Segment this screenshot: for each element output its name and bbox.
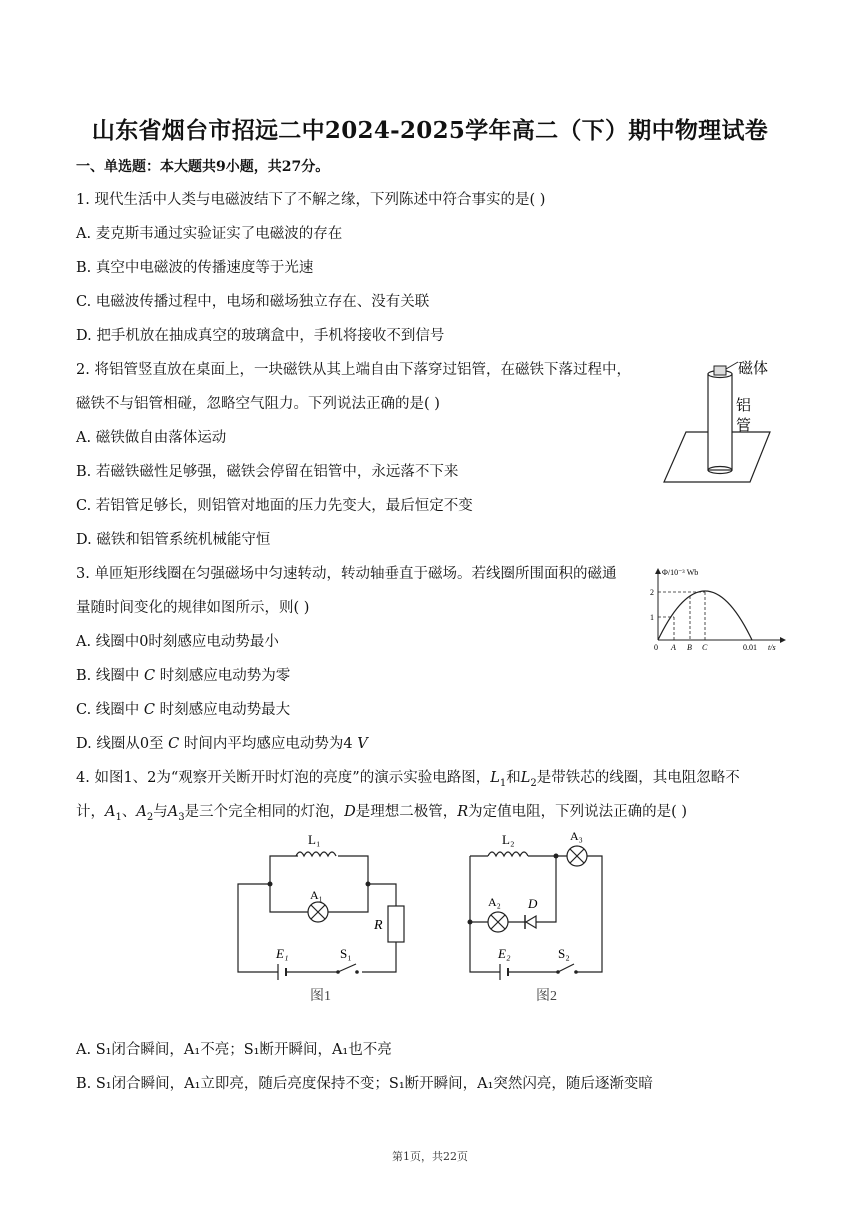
q2-option-d: D. 磁铁和铝管系统机械能守恒 [76,532,271,548]
q1-option-c: C. 电磁波传播过程中，电场和磁场独立存在、没有关联 [76,294,430,310]
q4-stem-line2: 计，$A_1$、$A_2$与$A_3$是三个完全相同的灯泡，D是理想二极管，R为定值电阻，下列说法正确的是( ) [76,804,688,823]
q3-graph-origin: 0 [654,643,658,652]
q4-fig2-label-D: D [528,896,538,911]
q3-graph-ylabel: Φ/10⁻³ Wb [662,568,699,577]
q4-fig2-label-A2: A₂ [488,895,501,909]
q1-option-b: B. 真空中电磁波的传播速度等于光速 [76,260,314,276]
q3-graph-tick-a: A [671,643,676,652]
q4-fig1-label-L: L₁ [308,832,321,847]
q2-aluminum-tube [708,374,732,470]
q3-option-a: A. 线圈中0时刻感应电动势最小 [76,634,279,650]
q1-option-d: D. 把手机放在抽成真空的玻璃盒中，手机将接收不到信号 [76,328,445,344]
q4-fig2-diode [526,916,536,928]
q3-graph-tick-b: B [687,643,692,652]
q4-fig2-label-S: S₂ [558,946,570,961]
section-heading: 一、单选题：本大题共9小题，共27分。 [76,159,330,175]
q2-label-tube-1: 铝 [736,398,752,414]
q3-graph-tick-end: 0.01 [743,643,757,652]
q3-option-d: D. 线圈从0至 C 时间内平均感应电动势为4 V [76,736,368,752]
q4-circuit-figure-1 [228,826,418,1010]
q1-option-a: A. 麦克斯韦通过实验证实了电磁波的存在 [76,226,343,242]
q3-stem-line1: 3. 单匝矩形线圈在匀强磁场中匀速转动，转动轴垂直于磁场。若线圈所围面积的磁通 [76,566,617,582]
q4-fig1-label-A: A₁ [310,888,323,902]
q3-flux-graph [648,562,786,652]
q4-option-a: A. S₁闭合瞬间，A₁不亮；S₁断开瞬间，A₁也不亮 [76,1042,392,1058]
q4-fig1-label-R: R [374,918,383,933]
q4-fig2-label-L: L₂ [502,832,515,847]
q1-stem: 1. 现代生活中人类与电磁波结下了不解之缘，下列陈述中符合事实的是( ) [76,192,546,208]
q3-option-c: C. 线圈中 C 时刻感应电动势最大 [76,702,291,718]
q2-label-tube-2: 管 [736,418,752,434]
q4-fig2-label-A3: A₃ [570,829,583,843]
q2-option-c: C. 若铝管足够长，则铝管对地面的压力先变大，最后恒定不变 [76,498,473,514]
q2-option-a: A. 磁铁做自由落体运动 [76,430,227,446]
q3-stem-line2: 量随时间变化的规律如图所示，则( ) [76,600,310,616]
q4-stem-line1: 4. 如图1、2为“观察开关断开时灯泡的亮度”的演示实验电路图，$L_1$和$L_2$是带铁芯的线圈，其电阻忽略不 [76,770,740,789]
q3-graph-tick-2: 2 [650,588,654,597]
q4-fig1-label-E: E₁ [276,946,289,961]
q4-fig1-caption: 图1 [310,989,331,1004]
q2-figure-magnet-tube [658,352,782,488]
q4-circuit-figure-2 [460,826,640,1010]
q3-graph-xlabel: t/s [768,643,776,652]
q2-label-magnet: 磁体 [738,361,769,377]
q4-fig2-caption: 图2 [536,989,557,1004]
q2-option-b: B. 若磁铁磁性足够强，磁铁会停留在铝管中，永远落不下来 [76,464,459,480]
q2-stem-line1: 2. 将铝管竖直放在桌面上，一块磁铁从其上端自由下落穿过铝管，在磁铁下落过程中， [76,362,631,378]
q4-option-b: B. S₁闭合瞬间，A₁立即亮，随后亮度保持不变；S₁断开瞬间，A₁突然闪亮，随后逐渐变暗 [76,1076,653,1092]
q2-magnet [714,366,726,375]
q3-graph-tick-c: C [702,643,708,652]
q4-fig1-label-S: S₁ [340,946,352,961]
page-title: 山东省烟台市招远二中2024-2025学年高二（下）期中物理试卷 [91,117,769,144]
q3-option-b: B. 线圈中 C 时刻感应电动势为零 [76,668,291,684]
q4-fig2-label-E: E₂ [498,946,511,961]
page-footer: 第1页，共22页 [392,1150,468,1163]
q2-stem-line2: 磁铁不与铝管相碰，忽略空气阻力。下列说法正确的是( ) [76,396,440,412]
q3-graph-tick-1: 1 [650,613,654,622]
